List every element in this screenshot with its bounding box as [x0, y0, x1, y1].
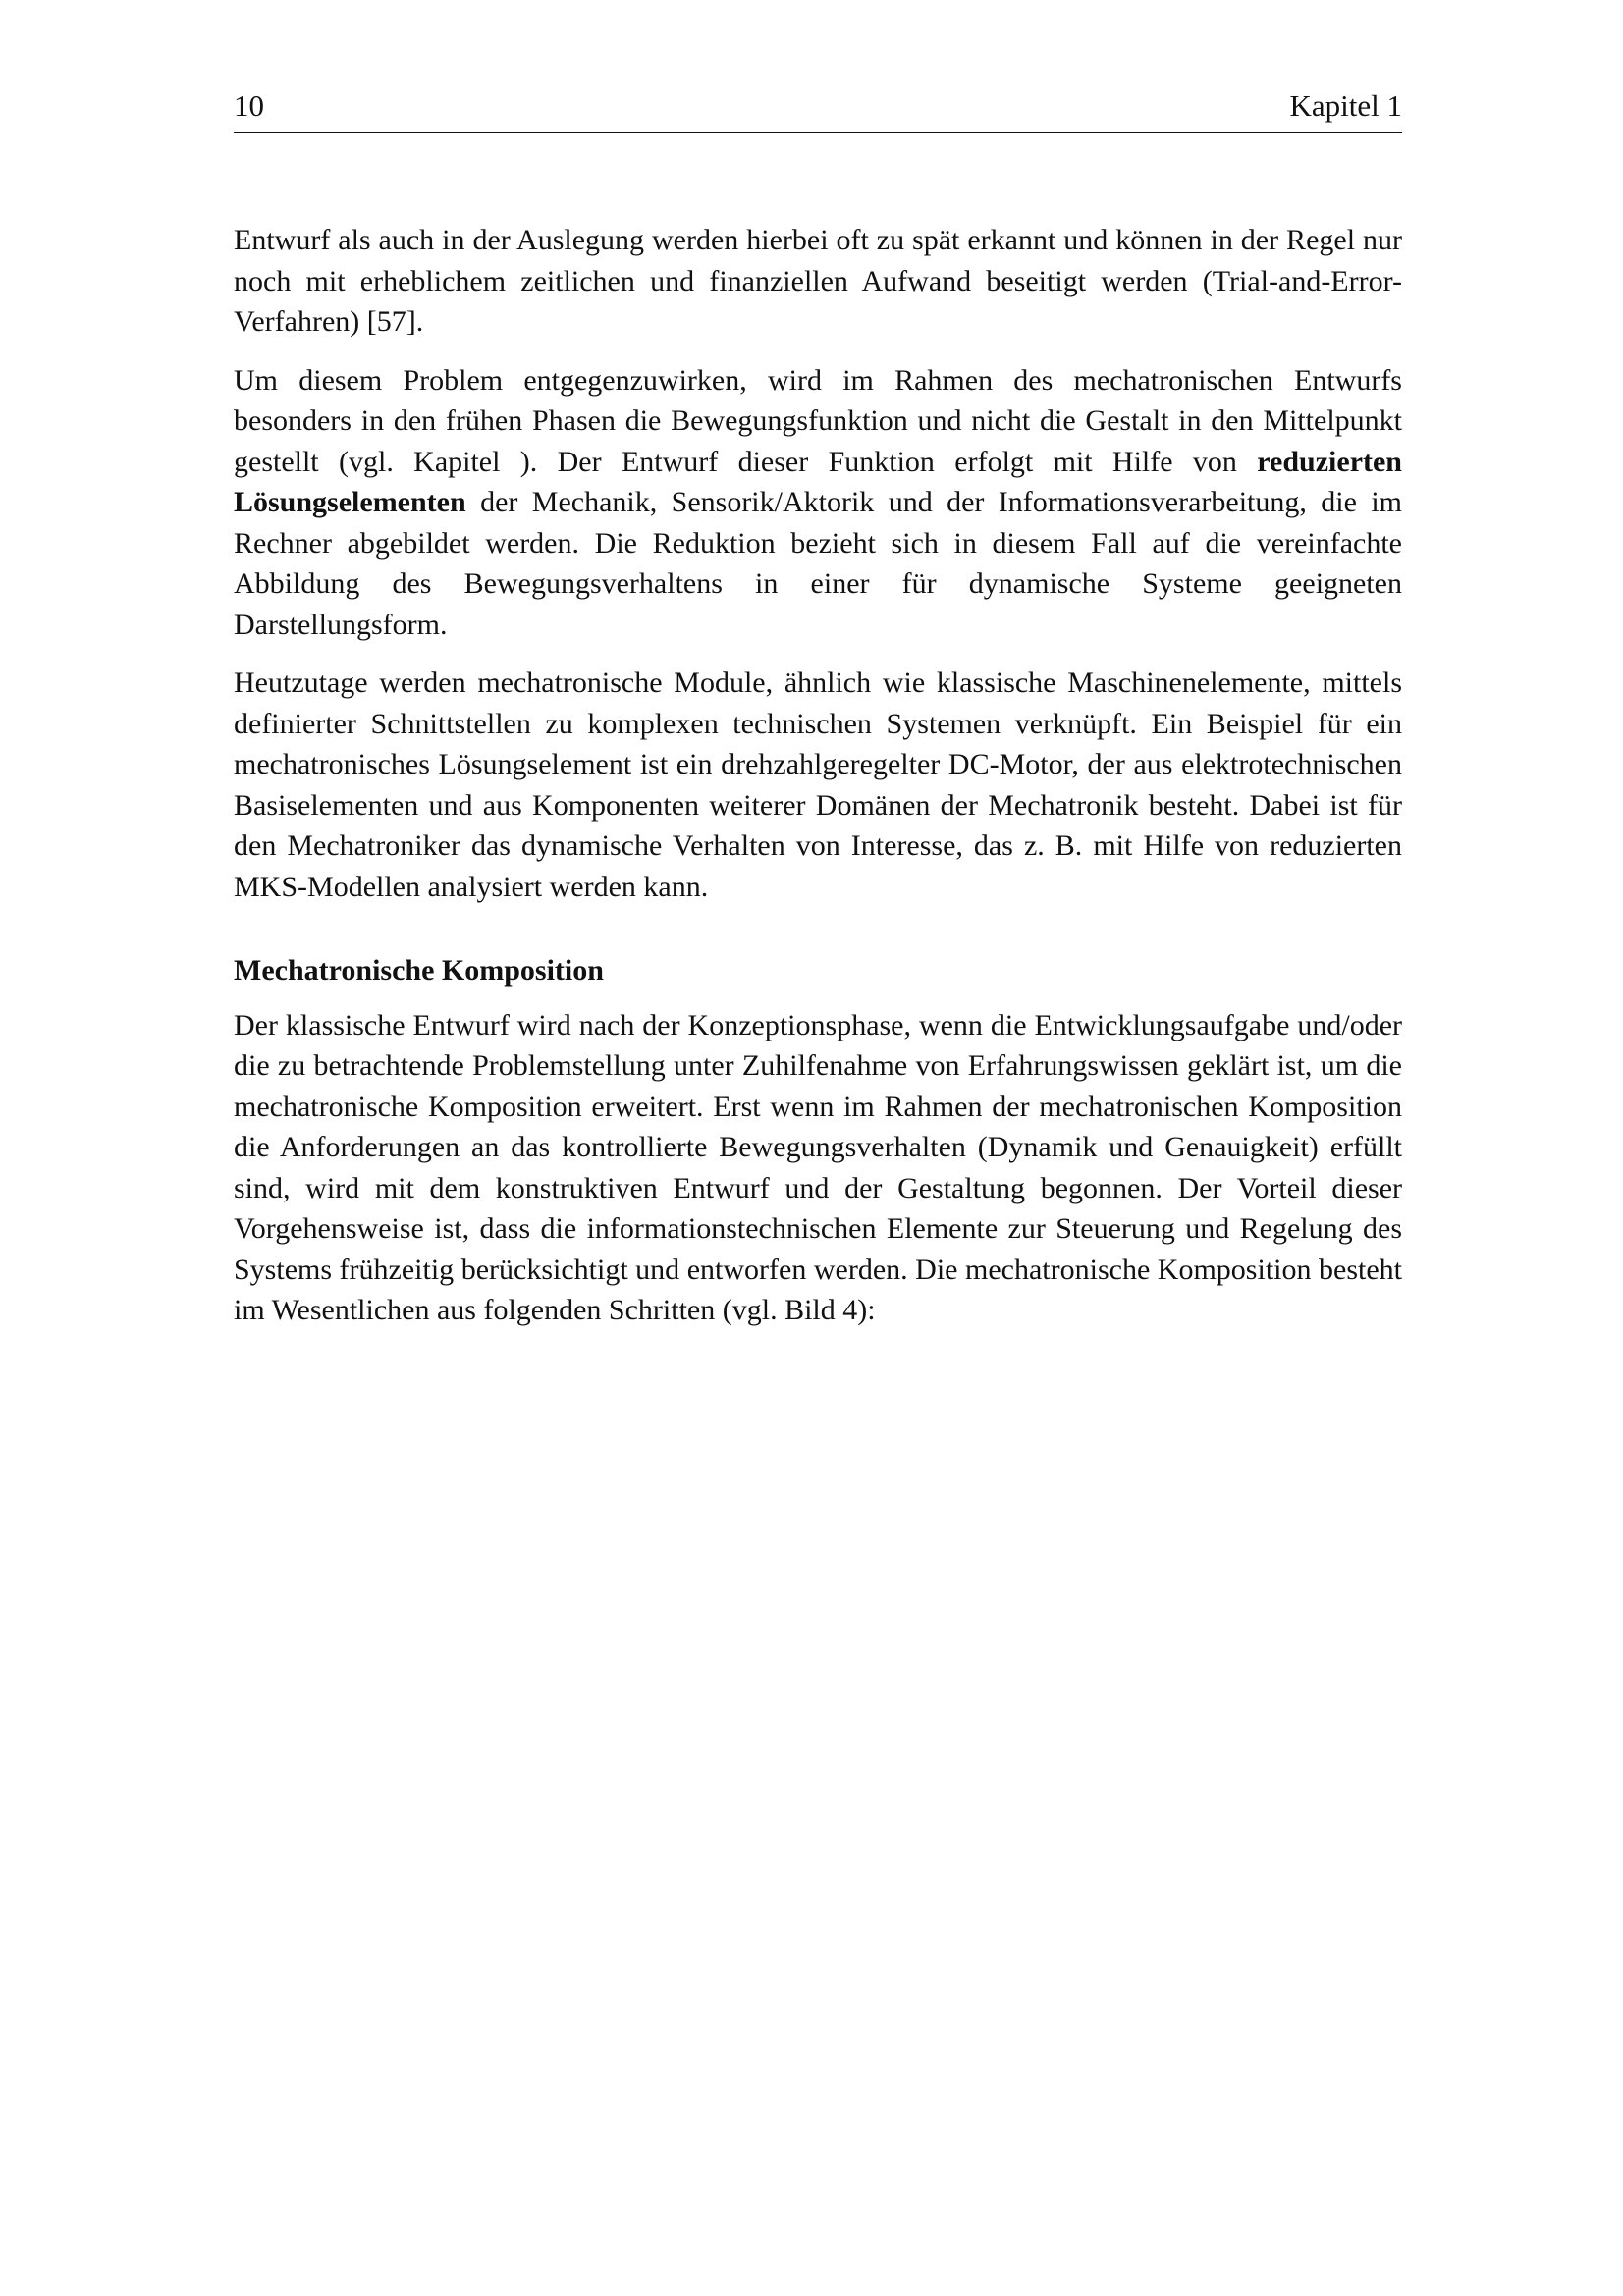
document-page: [234, 86, 1402, 1349]
paragraph-4: Der klassische Entwurf wird nach der Konzeptionsphase, wenn die Entwicklungsaufgabe und/oder die zu betrachtende Problemstellung unter Zuhilfenahme von Erfahrungswissen geklärt ist, um die mechatronische Komposition erweitert. Erst wenn im Rahmen der mechatronischen Komposition die Anforderungen an das kontrollierte Bewegungsverhalten (Dynamik und Genauigkeit) erfüllt sind, wird mit dem konstruktiven Entwurf und der Gestaltung begonnen. Der Vorteil dieser Vorgehensweise ist, dass die informationstechnischen Elemente zur Steuerung und Regelung des Systems frühzeitig berücksichtigt und entworfen werden. Die mechatronische Komposition besteht im Wesentlichen aus folgenden Schritten (vgl. Bild 4):: [234, 1008, 1402, 1326]
body-text: [234, 220, 1402, 1331]
paragraph-2: [234, 360, 1402, 646]
running-header: [234, 86, 1402, 133]
section-heading: Mechatronische Komposition: [234, 954, 604, 987]
chapter-label: Kapitel 1: [1289, 88, 1402, 123]
paragraph-1: Entwurf als auch in der Auslegung werden hierbei oft zu spät erkannt und können in der Regel nur noch mit erheblichem zeitlichen und finanziellen Aufwand beseitigt werden (Trial-and-Error-Verfahren) [57].: [234, 224, 1402, 338]
paragraph-2-text-start: Um diesem Problem entgegenzuwirken, wird im Rahmen des mechatronischen Entwurfs besonders in den frühen Phasen die Bewegungsfunktion und nicht die Gestalt in den Mittelpunkt gestellt (vgl. Kapitel ). Der Entwurf dieser Funktion erfolgt mit Hilfe von: [234, 363, 1402, 478]
paragraph-2-text-end: der Mechanik, Sensorik/Aktorik und der Informationsverarbeitung, die im Rechner abgebildet werden. Die Reduktion bezieht sich in diesem Fall auf die vereinfachte Abbildung des Bewegungsverhaltens in einer für dynamische Systeme geeigneten Darstellungsform.: [234, 486, 1402, 641]
page-number: 10: [234, 88, 264, 123]
paragraph-2-bold-term: reduzierten Lösungselementen: [234, 445, 1402, 518]
paragraph-3: Heutzutage werden mechatronische Module, ähnlich wie klassische Maschinenelemente, mittels definierter Schnittstellen zu komplexen technischen Systemen verknüpft. Ein Beispiel für ein mechatronisches Lösungselement ist ein drehzahlgeregelter DC-Motor, der aus elektrotechnischen Basiselementen und aus Komponenten weiterer Domänen der Mechatronik besteht. Dabei ist für den Mechatroniker das dynamische Verhalten von Interesse, das z. B. mit Hilfe von reduzierten MKS-Modellen analysiert werden kann.: [234, 667, 1402, 903]
